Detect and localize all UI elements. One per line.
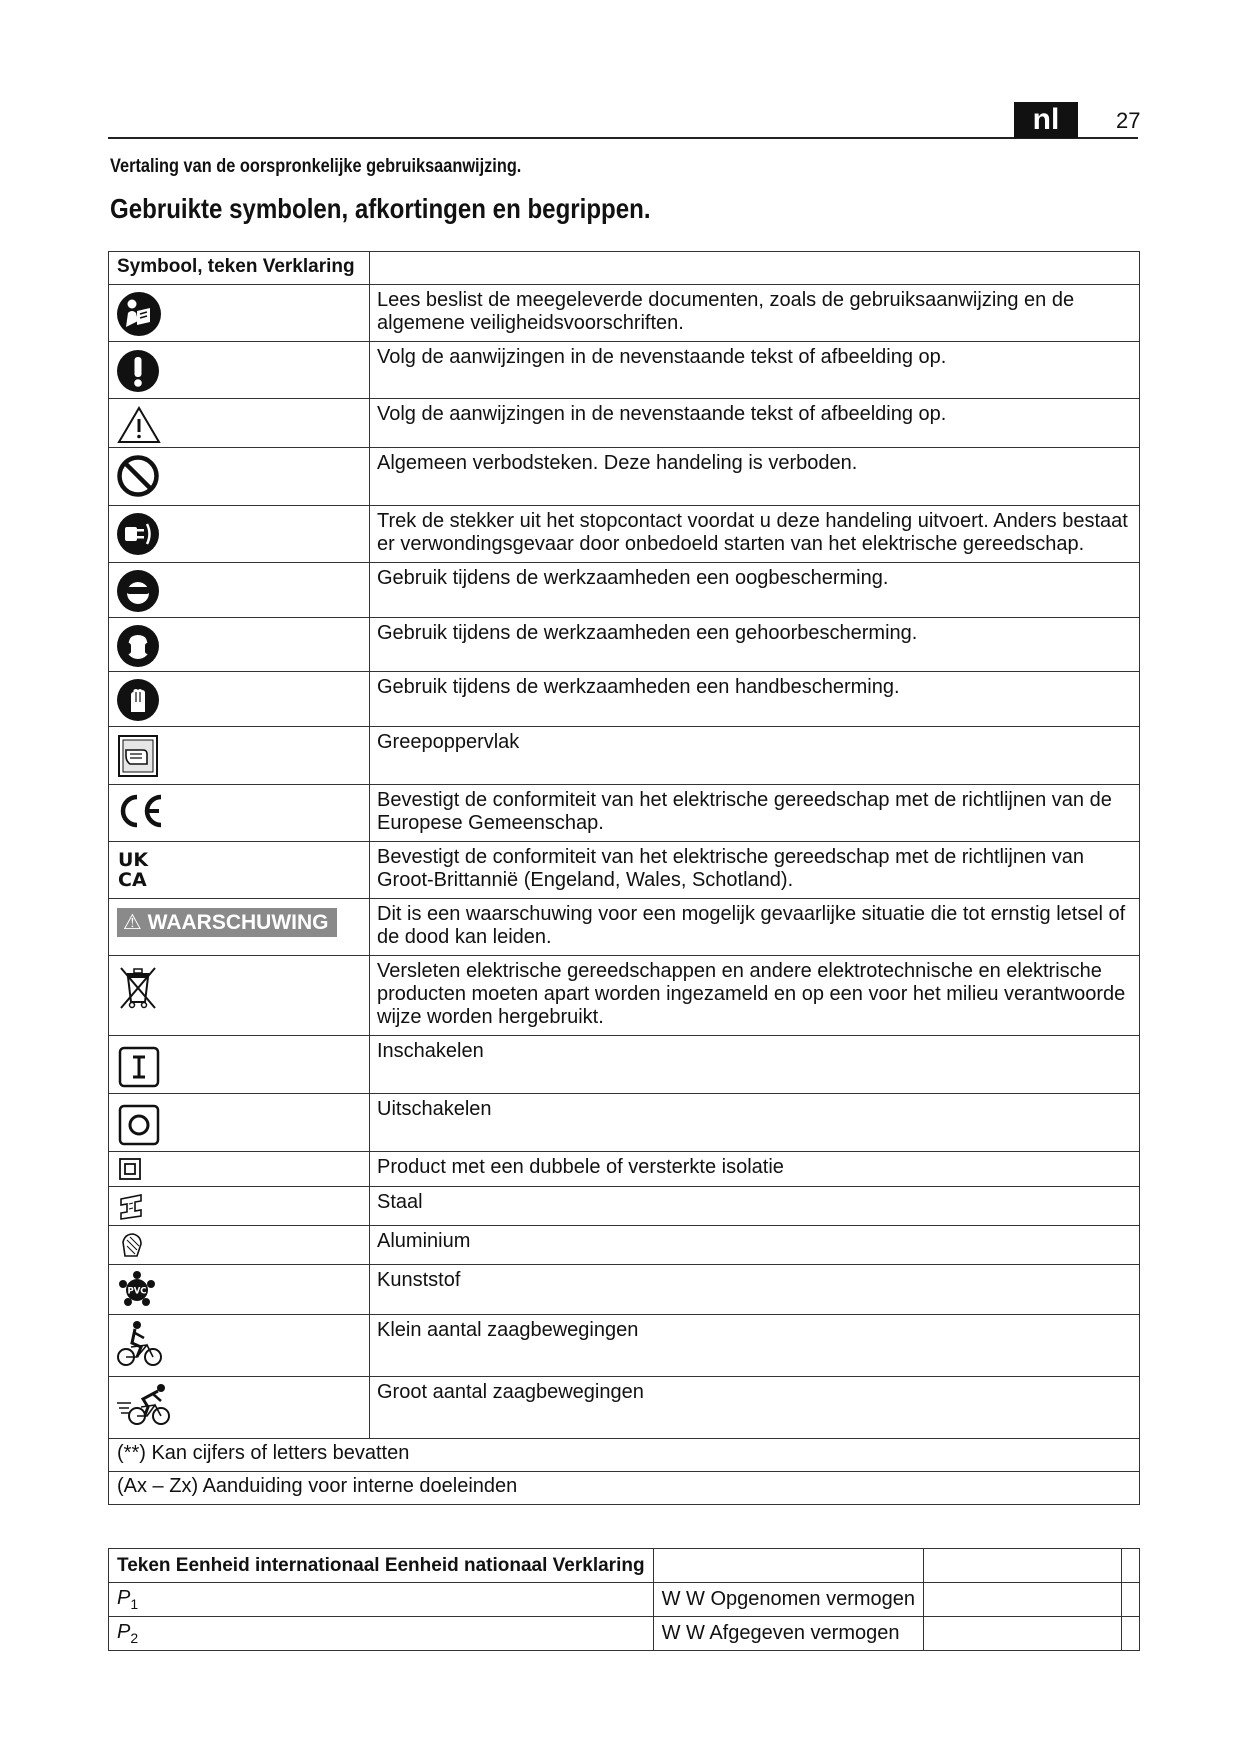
- grip-surface-icon: [116, 733, 160, 779]
- switch-on-icon: [116, 1042, 162, 1090]
- header-rule: [108, 137, 1138, 139]
- symbol-row: [109, 672, 1140, 727]
- symbol-row: [109, 342, 1140, 399]
- unit-sign: P: [117, 1621, 131, 1643]
- symbol-description: Aluminium: [370, 1226, 1140, 1265]
- footnote: (**) Kan cijfers of letters bevatten: [109, 1439, 1140, 1472]
- warning-badge-label: WAARSCHUWING: [147, 911, 329, 934]
- symbol-description: Lees beslist de meegeleverde documenten, zoals de gebruiksaanwijzing en de algemene veiligheidsvoorschriften.: [370, 285, 1140, 342]
- symbol-description: Groot aantal zaagbewegingen: [370, 1377, 1140, 1439]
- ce-mark-icon: [116, 791, 166, 831]
- symbol-description: Staal: [370, 1187, 1140, 1226]
- document-subtitle: Vertaling van de oorspronkelijke gebruiksaanwijzing.: [110, 156, 522, 177]
- units-table-header: Teken Eenheid internationaal Eenheid nationaal Verklaring: [117, 1554, 645, 1576]
- svg-text:CA: CA: [118, 869, 147, 890]
- symbols-table-header: Symbool, teken Verklaring: [117, 256, 355, 277]
- symbol-description: Uitschakelen: [370, 1094, 1140, 1152]
- ukca-mark-icon: [116, 848, 156, 890]
- symbol-row: [109, 1036, 1140, 1094]
- symbol-row: [109, 285, 1140, 342]
- symbol-description: Kunststof: [370, 1265, 1140, 1315]
- units-table: [108, 1548, 1140, 1651]
- symbol-description: Product met een dubbele of versterkte isolatie: [370, 1152, 1140, 1187]
- symbol-row: [109, 1226, 1140, 1265]
- symbol-description: Algemeen verbodsteken. Deze handeling is verboden.: [370, 448, 1140, 506]
- weee-bin-icon: [116, 962, 160, 1012]
- symbol-row: [109, 1152, 1140, 1187]
- unplug-icon: [116, 512, 160, 556]
- symbol-description: Dit is een waarschuwing voor een mogelijk gevaarlijke situatie die tot ernstig letsel of de dood kan leiden.: [370, 899, 1140, 956]
- warning-triangle-icon: ⚠: [123, 911, 142, 934]
- prohibition-icon: [116, 454, 160, 498]
- symbol-description: Versleten elektrische gereedschappen en andere elektrotechnische en elektrische producten moeten apart worden ingezameld en op een voor het milieu verantwoorde wijze worden hergebruikt.: [370, 956, 1140, 1036]
- unit-sign-subscript: 2: [130, 1630, 139, 1646]
- unit-row: [109, 1617, 1140, 1651]
- symbol-row: [109, 506, 1140, 563]
- symbol-row: [109, 899, 1140, 956]
- unit-sign-subscript: 1: [130, 1596, 139, 1612]
- exclamation-icon: [116, 348, 160, 394]
- steel-icon: [117, 1191, 147, 1221]
- symbol-row: [109, 727, 1140, 785]
- symbol-description: Inschakelen: [370, 1036, 1140, 1094]
- footnote: (Ax – Zx) Aanduiding voor interne doeleinden: [109, 1472, 1140, 1505]
- symbol-description: Klein aantal zaagbewegingen: [370, 1315, 1140, 1377]
- symbol-description: Bevestigt de conformiteit van het elektrische gereedschap met de richtlijnen van Groot-Brittannië (Engeland, Wales, Schotland).: [370, 842, 1140, 899]
- symbol-description: Gebruik tijdens de werkzaamheden een gehoorbescherming.: [370, 618, 1140, 672]
- slow-cyclist-icon: [115, 1319, 165, 1369]
- symbol-row: [109, 448, 1140, 506]
- pvc-icon: [115, 1269, 159, 1311]
- unit-row: [109, 1583, 1140, 1617]
- symbols-table: [108, 251, 1140, 1505]
- symbol-description: Gebruik tijdens de werkzaamheden een handbescherming.: [370, 672, 1140, 727]
- symbol-row: [109, 399, 1140, 448]
- ear-protection-icon: [116, 624, 160, 668]
- eye-protection-icon: [116, 569, 160, 613]
- warning-badge: [117, 908, 337, 937]
- symbol-row: [109, 785, 1140, 842]
- symbol-row: [109, 1265, 1140, 1315]
- unit-sign: P: [117, 1587, 131, 1609]
- read-manual-icon: [116, 291, 162, 337]
- symbol-row: [109, 618, 1140, 672]
- symbol-row: [109, 956, 1140, 1036]
- language-badge: nl: [1014, 102, 1078, 138]
- switch-off-icon: [116, 1100, 162, 1148]
- page-title: Gebruikte symbolen, afkortingen en begrippen.: [110, 193, 651, 224]
- symbol-row: [109, 1094, 1140, 1152]
- double-insulation-icon: [117, 1156, 143, 1182]
- symbol-row: [109, 563, 1140, 618]
- symbol-description: Bevestigt de conformiteit van het elektrische gereedschap met de richtlijnen van de Europese Gemeenschap.: [370, 785, 1140, 842]
- symbol-description: Volg de aanwijzingen in de nevenstaande tekst of afbeelding op.: [370, 342, 1140, 399]
- symbol-row: [109, 1377, 1140, 1439]
- symbol-description: Greepoppervlak: [370, 727, 1140, 785]
- unit-description: W W Opgenomen vermogen: [661, 1588, 916, 1610]
- symbol-description: Trek de stekker uit het stopcontact voordat u deze handeling uitvoert. Anders bestaat er verwondingsgevaar door onbedoeld starten van het elektrische gereedschap.: [370, 506, 1140, 563]
- pvc-label: PVC: [127, 1286, 147, 1297]
- warning-triangle-icon: [116, 405, 162, 445]
- page-number: 27: [1116, 108, 1141, 133]
- unit-description: W W Afgegeven vermogen: [661, 1622, 900, 1644]
- symbol-row: [109, 842, 1140, 899]
- fast-cyclist-icon: [115, 1381, 175, 1427]
- symbol-row: [109, 1187, 1140, 1226]
- symbol-row: [109, 1315, 1140, 1377]
- symbol-description: Volg de aanwijzingen in de nevenstaande tekst of afbeelding op.: [370, 399, 1140, 448]
- symbol-description: Gebruik tijdens de werkzaamheden een oogbescherming.: [370, 563, 1140, 618]
- aluminium-icon: [117, 1230, 147, 1260]
- hand-protection-icon: [116, 678, 160, 722]
- svg-text:UK: UK: [118, 849, 149, 871]
